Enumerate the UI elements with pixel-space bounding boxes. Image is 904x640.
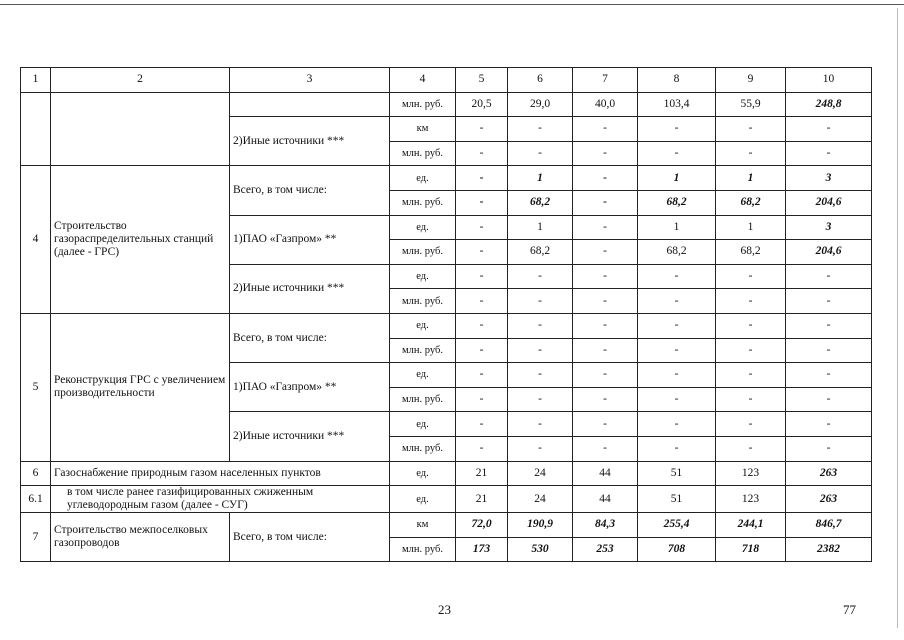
value-cell: - bbox=[638, 289, 716, 314]
header-cell: 1 bbox=[21, 68, 51, 93]
source-cell: 2)Иные источники *** bbox=[230, 117, 390, 166]
page-number: 23 bbox=[438, 602, 451, 617]
value-cell: 253 bbox=[573, 537, 638, 562]
header-cell: 2 bbox=[51, 68, 230, 93]
value-cell: 51 bbox=[638, 461, 716, 486]
value-cell: - bbox=[456, 387, 508, 412]
investment-table bbox=[20, 67, 872, 562]
row-name-cell: в том числе ранее газифицированных сжиженным углеводородным газом (далее - СУГ) bbox=[51, 486, 390, 513]
value-cell: 708 bbox=[638, 537, 716, 562]
table-row bbox=[21, 461, 872, 486]
value-cell: - bbox=[716, 387, 786, 412]
unit-cell: км bbox=[390, 117, 456, 142]
value-cell: 718 bbox=[716, 537, 786, 562]
value-cell: 1 bbox=[508, 166, 573, 191]
sheet-number: 77 bbox=[843, 602, 856, 617]
value-cell: - bbox=[716, 117, 786, 142]
unit-cell: млн. руб. bbox=[390, 387, 456, 412]
value-cell: - bbox=[716, 264, 786, 289]
value-cell: - bbox=[573, 313, 638, 338]
unit-cell: км bbox=[390, 513, 456, 538]
header-row bbox=[21, 68, 872, 93]
value-cell: - bbox=[638, 117, 716, 142]
row-name-cell: Реконструкция ГРС с увеличением производительности bbox=[51, 313, 230, 461]
table-row bbox=[21, 166, 872, 191]
value-cell: 1 bbox=[716, 215, 786, 240]
value-cell: - bbox=[716, 412, 786, 437]
unit-cell: ед. bbox=[390, 313, 456, 338]
value-cell: - bbox=[508, 412, 573, 437]
value-cell: 530 bbox=[508, 537, 573, 562]
value-cell: - bbox=[456, 117, 508, 142]
value-cell: - bbox=[716, 289, 786, 314]
value-cell: 84,3 bbox=[573, 513, 638, 538]
value-cell: - bbox=[456, 313, 508, 338]
row-number-cell: 6.1 bbox=[21, 486, 51, 513]
value-cell: - bbox=[638, 338, 716, 363]
value-cell: - bbox=[716, 363, 786, 388]
value-cell: - bbox=[508, 387, 573, 412]
value-cell: - bbox=[573, 141, 638, 166]
row-number-cell: 6 bbox=[21, 461, 51, 486]
source-cell: Всего, в том числе: bbox=[230, 313, 390, 362]
value-cell: 51 bbox=[638, 486, 716, 513]
unit-cell: млн. руб. bbox=[390, 141, 456, 166]
value-cell: - bbox=[573, 166, 638, 191]
value-cell: - bbox=[638, 141, 716, 166]
row-name-cell: Строительство газораспределительных станций (далее - ГРС) bbox=[51, 166, 230, 314]
value-cell: - bbox=[716, 436, 786, 461]
value-cell: - bbox=[508, 338, 573, 363]
value-cell: - bbox=[716, 313, 786, 338]
unit-cell: млн. руб. bbox=[390, 190, 456, 215]
source-cell: 1)ПАО «Газпром» ** bbox=[230, 363, 390, 412]
table-row bbox=[21, 513, 872, 538]
unit-cell: млн. руб. bbox=[390, 537, 456, 562]
value-cell: - bbox=[573, 117, 638, 142]
row-number-cell: 5 bbox=[21, 313, 51, 461]
value-cell: - bbox=[456, 264, 508, 289]
value-cell: 190,9 bbox=[508, 513, 573, 538]
unit-cell: млн. руб. bbox=[390, 289, 456, 314]
value-cell: 103,4 bbox=[638, 92, 716, 117]
value-cell: 123 bbox=[716, 461, 786, 486]
row-number-cell: 4 bbox=[21, 166, 51, 314]
value-cell: - bbox=[573, 363, 638, 388]
total-value-cell: 248,8 bbox=[786, 92, 872, 117]
value-cell: - bbox=[456, 190, 508, 215]
value-cell: 1 bbox=[716, 166, 786, 191]
value-cell: 21 bbox=[456, 486, 508, 513]
value-cell: - bbox=[573, 412, 638, 437]
value-cell: - bbox=[638, 264, 716, 289]
value-cell: - bbox=[456, 412, 508, 437]
source-cell: Всего, в том числе: bbox=[230, 513, 390, 562]
value-cell: - bbox=[456, 436, 508, 461]
value-cell: - bbox=[508, 141, 573, 166]
value-cell: 173 bbox=[456, 537, 508, 562]
value-cell: - bbox=[786, 412, 872, 437]
value-cell: - bbox=[456, 215, 508, 240]
value-cell: - bbox=[456, 289, 508, 314]
value-cell: - bbox=[508, 289, 573, 314]
value-cell: 44 bbox=[573, 461, 638, 486]
value-cell: - bbox=[786, 117, 872, 142]
value-cell: - bbox=[508, 313, 573, 338]
value-cell: 21 bbox=[456, 461, 508, 486]
value-cell: 1 bbox=[638, 215, 716, 240]
header-cell: 3 bbox=[230, 68, 390, 93]
table-row bbox=[21, 92, 872, 117]
source-cell: Всего, в том числе: bbox=[230, 166, 390, 215]
value-cell: - bbox=[456, 166, 508, 191]
value-cell: 255,4 bbox=[638, 513, 716, 538]
table-row bbox=[21, 486, 872, 513]
value-cell: - bbox=[573, 289, 638, 314]
value-cell: 44 bbox=[573, 486, 638, 513]
value-cell: 55,9 bbox=[716, 92, 786, 117]
total-value-cell: 2382 bbox=[786, 537, 872, 562]
value-cell: 72,0 bbox=[456, 513, 508, 538]
scan-top-edge bbox=[0, 4, 904, 5]
value-cell: - bbox=[456, 141, 508, 166]
unit-cell: ед. bbox=[390, 264, 456, 289]
total-value-cell: 846,7 bbox=[786, 513, 872, 538]
row-name-cell bbox=[51, 92, 230, 166]
total-value-cell: 263 bbox=[786, 461, 872, 486]
unit-cell: ед. bbox=[390, 486, 456, 513]
total-value-cell: 3 bbox=[786, 166, 872, 191]
value-cell: - bbox=[786, 387, 872, 412]
unit-cell: млн. руб. bbox=[390, 338, 456, 363]
row-number-cell bbox=[21, 92, 51, 166]
value-cell: - bbox=[786, 313, 872, 338]
row-name-cell: Строительство межпоселковых газопроводов bbox=[51, 513, 230, 562]
value-cell: 29,0 bbox=[508, 92, 573, 117]
value-cell: - bbox=[786, 141, 872, 166]
value-cell: - bbox=[508, 264, 573, 289]
source-cell: 2)Иные источники *** bbox=[230, 264, 390, 313]
value-cell: 1 bbox=[508, 215, 573, 240]
value-cell: - bbox=[573, 240, 638, 265]
header-cell: 8 bbox=[638, 68, 716, 93]
value-cell: 40,0 bbox=[573, 92, 638, 117]
total-value-cell: 263 bbox=[786, 486, 872, 513]
value-cell: - bbox=[638, 436, 716, 461]
value-cell: - bbox=[716, 338, 786, 363]
value-cell: - bbox=[638, 412, 716, 437]
value-cell: - bbox=[786, 338, 872, 363]
value-cell: 123 bbox=[716, 486, 786, 513]
value-cell: - bbox=[786, 436, 872, 461]
value-cell: - bbox=[456, 363, 508, 388]
unit-cell: млн. руб. bbox=[390, 436, 456, 461]
value-cell: - bbox=[638, 313, 716, 338]
value-cell: - bbox=[786, 264, 872, 289]
total-value-cell: 204,6 bbox=[786, 190, 872, 215]
value-cell: - bbox=[508, 117, 573, 142]
total-value-cell: 204,6 bbox=[786, 240, 872, 265]
value-cell: 20,5 bbox=[456, 92, 508, 117]
value-cell: 1 bbox=[638, 166, 716, 191]
value-cell: - bbox=[573, 264, 638, 289]
unit-cell: млн. руб. bbox=[390, 240, 456, 265]
value-cell: - bbox=[573, 436, 638, 461]
value-cell: - bbox=[786, 363, 872, 388]
table-row bbox=[21, 313, 872, 338]
source-cell bbox=[230, 92, 390, 117]
value-cell: 68,2 bbox=[638, 240, 716, 265]
unit-cell: млн. руб. bbox=[390, 92, 456, 117]
value-cell: 24 bbox=[508, 461, 573, 486]
value-cell: 244,1 bbox=[716, 513, 786, 538]
value-cell: 68,2 bbox=[638, 190, 716, 215]
value-cell: - bbox=[786, 289, 872, 314]
unit-cell: ед. bbox=[390, 215, 456, 240]
unit-cell: ед. bbox=[390, 412, 456, 437]
row-name-cell: Газоснабжение природным газом населенных пунктов bbox=[51, 461, 390, 486]
header-cell: 5 bbox=[456, 68, 508, 93]
value-cell: - bbox=[573, 387, 638, 412]
header-cell: 4 bbox=[390, 68, 456, 93]
value-cell: - bbox=[508, 436, 573, 461]
row-number-cell: 7 bbox=[21, 513, 51, 562]
value-cell: 68,2 bbox=[716, 240, 786, 265]
header-cell: 9 bbox=[716, 68, 786, 93]
unit-cell: ед. bbox=[390, 363, 456, 388]
value-cell: - bbox=[456, 338, 508, 363]
value-cell: - bbox=[716, 141, 786, 166]
unit-cell: ед. bbox=[390, 166, 456, 191]
value-cell: - bbox=[638, 363, 716, 388]
value-cell: - bbox=[638, 387, 716, 412]
value-cell: 24 bbox=[508, 486, 573, 513]
source-cell: 2)Иные источники *** bbox=[230, 412, 390, 461]
header-cell: 6 bbox=[508, 68, 573, 93]
total-value-cell: 3 bbox=[786, 215, 872, 240]
value-cell: 68,2 bbox=[716, 190, 786, 215]
value-cell: - bbox=[456, 240, 508, 265]
scan-right-edge bbox=[897, 8, 898, 628]
header-cell: 10 bbox=[786, 68, 872, 93]
value-cell: 68,2 bbox=[508, 190, 573, 215]
value-cell: - bbox=[573, 190, 638, 215]
header-cell: 7 bbox=[573, 68, 638, 93]
value-cell: - bbox=[573, 338, 638, 363]
unit-cell: ед. bbox=[390, 461, 456, 486]
value-cell: - bbox=[508, 363, 573, 388]
value-cell: 68,2 bbox=[508, 240, 573, 265]
value-cell: - bbox=[573, 215, 638, 240]
source-cell: 1)ПАО «Газпром» ** bbox=[230, 215, 390, 264]
